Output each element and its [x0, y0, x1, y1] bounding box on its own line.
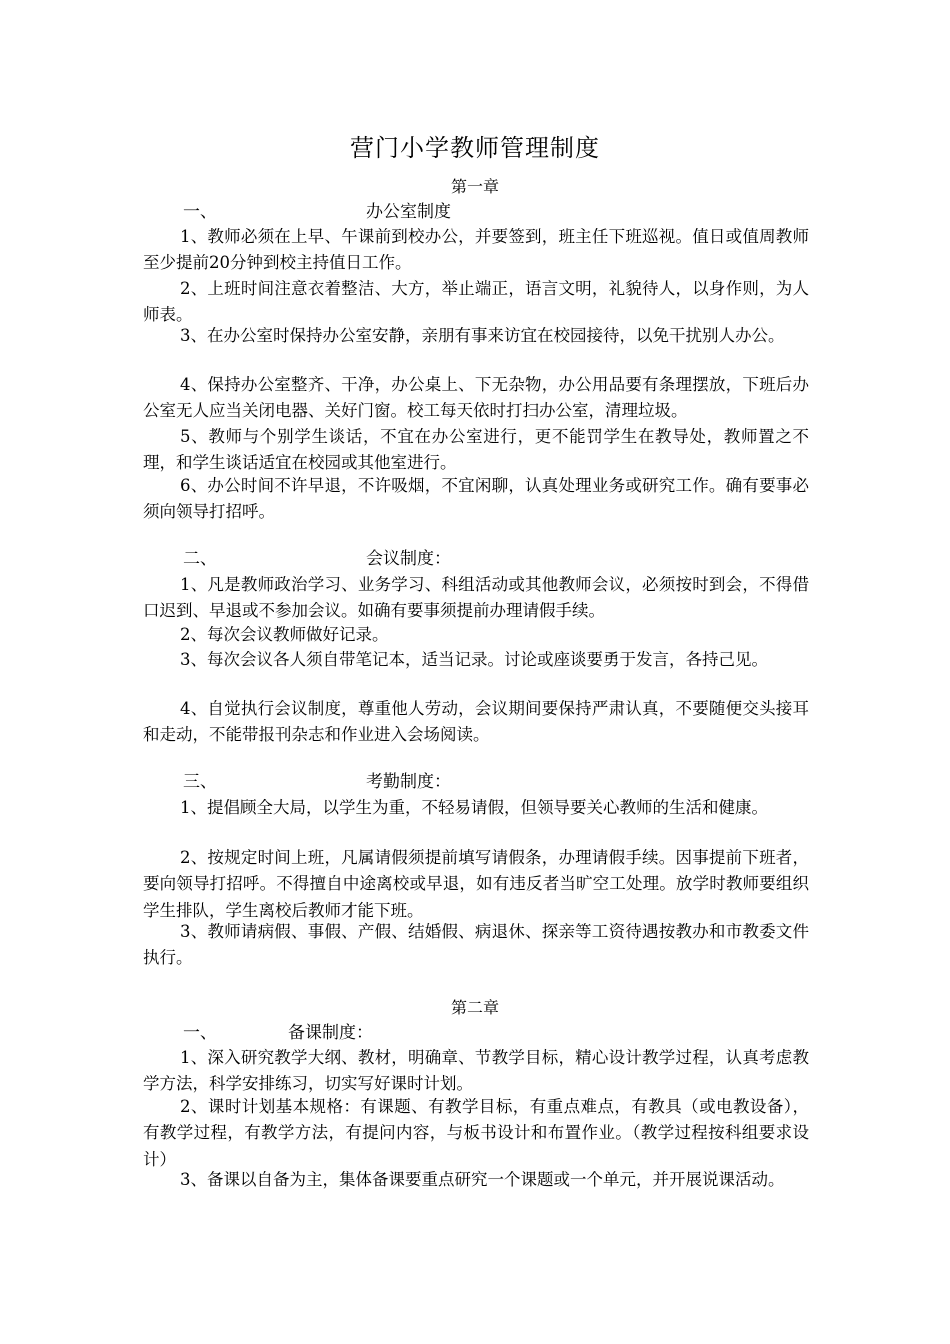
document-title: 营门小学教师管理制度 [350, 134, 600, 162]
paragraph: 2、上班时间注意衣着整洁、大方，举止端正，语言文明，礼貌待人，以身作则，为人师表。 [143, 279, 809, 325]
paragraph: 2、按规定时间上班，凡属请假须提前填写请假条，办理请假手续。因事提前下班者，要向领导打招呼。不得擅自中途离校或早退，如有违反者当旷空工处理。放学时教师要组织学生排队，学生离校后教师才能下班。 [143, 848, 809, 920]
paragraph: 4、自觉执行会议制度，尊重他人劳动，会议期间要保持严肃认真，不要随便交头接耳和走动，不能带报刊杂志和作业进入会场阅读。 [143, 699, 809, 745]
paragraph: 5、教师与个别学生谈话，不宜在办公室进行，更不能罚学生在教导处，教师置之不理，和学生谈话适宜在校园或其他室进行。 [143, 427, 809, 473]
chapter-1-label: 第一章 [450, 177, 499, 196]
paragraph: 3、每次会议各人须自带笔记本，适当记录。讨论或座谈要勇于发言，各持己见。 [180, 650, 768, 669]
paragraph: 2、课时计划基本规格：有课题、有教学目标，有重点难点，有教具（或电教设备），有教学过程，有教学方法，有提问内容，与板书设计和布置作业。（教学过程按科组要求设计） [143, 1097, 809, 1169]
paragraph: 3、备课以自备为主，集体备课要重点研究一个课题或一个单元，并开展说课活动。 [180, 1170, 785, 1189]
section-heading-meeting [183, 546, 451, 572]
section-heading-attendance [183, 769, 451, 795]
paragraph: 1、提倡顾全大局，以学生为重，不轻易请假，但领导要关心教师的生活和健康。 [180, 798, 768, 817]
section-number: 一、 [183, 1023, 217, 1043]
paragraph: 3、在办公室时保持办公室安静，亲朋有事来访宜在校园接待，以免干扰别人办公。 [180, 326, 785, 345]
section-heading-lesson-prep [183, 1020, 373, 1046]
paragraph: 1、凡是教师政治学习、业务学习、科组活动或其他教师会议，必须按时到会，不得借口迟到、早退或不参加会议。如确有要事须提前办理请假手续。 [143, 575, 809, 621]
paragraph: 4、保持办公室整齐、干净，办公桌上、下无杂物，办公用品要有条理摆放，下班后办公室无人应当关闭电器、关好门窗。校工每天依时打扫办公室，清理垃圾。 [143, 375, 809, 421]
section-number: 一、 [183, 202, 217, 222]
paragraph: 1、深入研究教学大纲、教材，明确章、节教学目标，精心设计教学过程，认真考虑教学方法，科学安排练习，切实写好课时计划。 [143, 1048, 809, 1094]
section-title: 会议制度： [366, 549, 451, 569]
section-title: 备课制度： [288, 1023, 373, 1043]
paragraph: 2、每次会议教师做好记录。 [180, 625, 389, 644]
paragraph: 3、教师请病假、事假、产假、结婚假、病退休、探亲等工资待遇按教办和市教委文件执行。 [143, 922, 809, 968]
section-number: 三、 [183, 772, 217, 792]
section-title: 办公室制度 [366, 202, 451, 222]
paragraph: 1、教师必须在上早、午课前到校办公，并要签到，班主任下班巡视。值日或值周教师至少提前20分钟到校主持值日工作。 [143, 227, 809, 273]
chapter-2-label: 第二章 [450, 998, 499, 1017]
section-number: 二、 [183, 549, 217, 569]
section-title: 考勤制度： [366, 772, 451, 792]
paragraph: 6、办公时间不许早退，不许吸烟，不宜闲聊，认真处理业务或研究工作。确有要事必须向领导打招呼。 [143, 476, 809, 522]
section-heading-office [183, 199, 451, 225]
